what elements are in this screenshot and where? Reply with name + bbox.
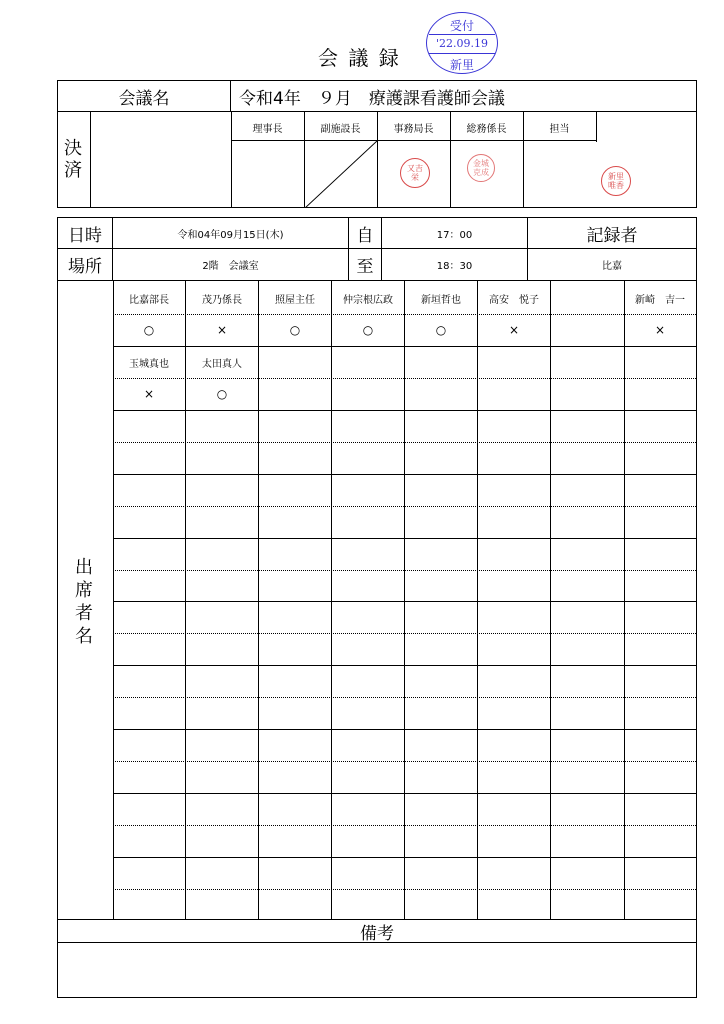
from-label: 自	[348, 217, 382, 249]
meeting-name: 令和4年 ９月 療護課看護師会議	[230, 80, 697, 112]
attendance-mark: ×	[654, 323, 666, 337]
from-time: 17：00	[381, 217, 528, 249]
seal-secretary-general: 又吉栄	[400, 158, 430, 188]
attendee-name: 茂乃係長	[202, 295, 242, 306]
approval-label: 決済	[64, 138, 82, 181]
attendance-mark: ×	[143, 387, 155, 401]
attendee-name: 新崎 吉一	[635, 295, 685, 306]
receipt-stamp	[426, 12, 498, 74]
role-chairman: 理事長	[252, 124, 283, 135]
attendee-name: 仲宗根広政	[343, 295, 393, 306]
date-value: 令和04年09月15日(木)	[112, 217, 349, 249]
receipt-stamp-name: 新里	[449, 58, 474, 72]
attendance-label: 出席者名	[75, 557, 93, 647]
slash-mark	[305, 141, 377, 208]
meeting-name-label: 会議名	[57, 80, 231, 112]
recorder-label: 記録者	[527, 217, 697, 249]
attendance-mark: ○	[143, 323, 155, 337]
attendance-mark: ×	[216, 323, 228, 337]
attendee-name: 高安 悦子	[489, 295, 539, 306]
to-time: 18：30	[381, 248, 528, 281]
attendee-name: 新垣哲也	[421, 295, 461, 306]
attendance-mark: ×	[508, 323, 520, 337]
attendee-name: 比嘉部長	[129, 295, 169, 306]
attendee-name: 太田真人	[202, 359, 242, 370]
remarks-area	[57, 942, 697, 998]
attendee-name: 照屋主任	[275, 295, 315, 306]
place-value: 2階 会議室	[112, 248, 349, 281]
to-label: 至	[348, 248, 382, 281]
recorder-value: 比嘉	[527, 248, 697, 281]
attendance-mark: ○	[289, 323, 301, 337]
receipt-stamp-date: '22.09.19	[435, 37, 488, 50]
attendance-mark: ○	[216, 387, 228, 401]
attendance-mark: ○	[435, 323, 447, 337]
attendee-name: 玉城真也	[129, 359, 169, 370]
place-label: 場所	[57, 248, 113, 281]
date-label: 日時	[57, 217, 113, 249]
receipt-stamp-label: 受付	[449, 19, 474, 33]
role-general-affairs-chief: 総務係長	[466, 124, 507, 135]
role-vice-director: 副施設長	[320, 124, 361, 135]
role-in-charge: 担当	[549, 124, 570, 135]
attendance-mark: ○	[362, 323, 374, 337]
seal-general-affairs-chief: 金城克成	[467, 154, 495, 182]
role-secretary-general: 事務局長	[393, 124, 434, 135]
attendance-grid	[57, 280, 697, 920]
seal-in-charge: 新里唯香	[601, 166, 631, 196]
page-title: 会 議 録	[318, 46, 401, 70]
remarks-label: 備考	[57, 919, 697, 943]
